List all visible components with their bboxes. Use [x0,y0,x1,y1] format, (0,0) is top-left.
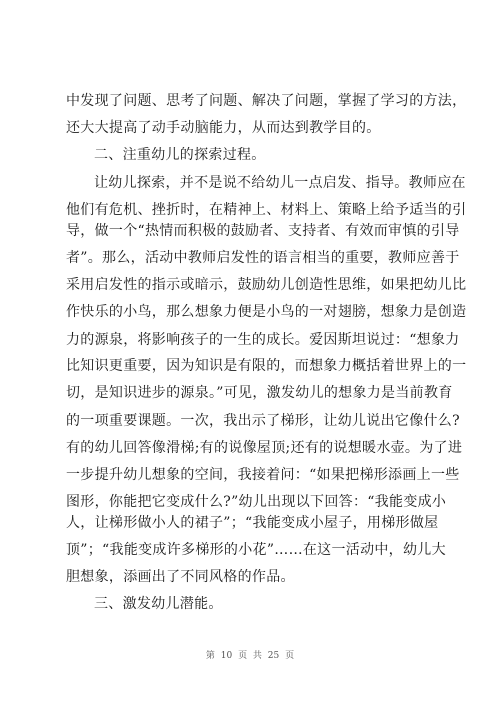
text-line: 采用启发性的指示或暗示，鼓励幼儿创造性思维，如果把幼儿比 [66,277,467,293]
text-line: 的一项重要课题。一次，我出示了梯形，让幼儿说出它像什么? [66,413,460,429]
text-line: 比知识更重要，因为知识是有限的，而想象力概括着世界上的一 [66,358,467,374]
text-line: 顶”；“我能变成许多梯形的小花”……在这一活动中，幼儿大 [66,542,446,558]
text-line: 有的幼儿回答像滑梯;有的说像屋顶;还有的说想暖水壶。为了进 [66,440,463,456]
text-line: 图形，你能把它变成什么?”幼儿出现以下回答：“我能变成小 [66,494,447,510]
text-line: 人，让梯形做小人的裙子”；“我能变成小屋子，用梯形做屋 [66,515,439,531]
text-line: 胆想象，添画出了不同风格的作品。 [66,569,295,585]
section-heading: 二、注重幼儿的探索过程。 [94,147,266,163]
text-line: 作快乐的小鸟，那么想象力便是小鸟的一对翅膀，想象力是创造 [66,304,467,320]
text-line: 一步提升幼儿想象的空间，我接着问：“如果把梯形添画上一些 [66,467,460,483]
text-line: 者”。那么，活动中教师启发性的语言相当的重要，教师应善于 [66,250,460,266]
text-line: 切，是知识进步的源泉。”可见，激发幼儿的想象力是当前教育 [66,385,453,401]
text-line: 导，做一个“热情而积极的鼓励者、支持者、有效而审慎的引导 [66,223,460,239]
page-number-footer: 第 10 页 共 25 页 [205,651,295,661]
section-heading: 三、激发幼儿潜能。 [94,596,223,612]
text-line: 还大大提高了动手动脑能力，从而达到教学目的。 [66,120,381,136]
text-line: 他们有危机、挫折时，在精神上、材料上、策略上给予适当的引 [66,202,467,218]
text-line: 力的源泉，将影响孩子的一生的成长。爱因斯坦说过：“想象力 [66,332,460,348]
text-line: 让幼儿探索，并不是说不给幼儿一点启发、指导。教师应在 [94,175,466,191]
text-line: 中发现了问题、思考了问题、解决了问题，掌握了学习的方法， [66,93,467,109]
